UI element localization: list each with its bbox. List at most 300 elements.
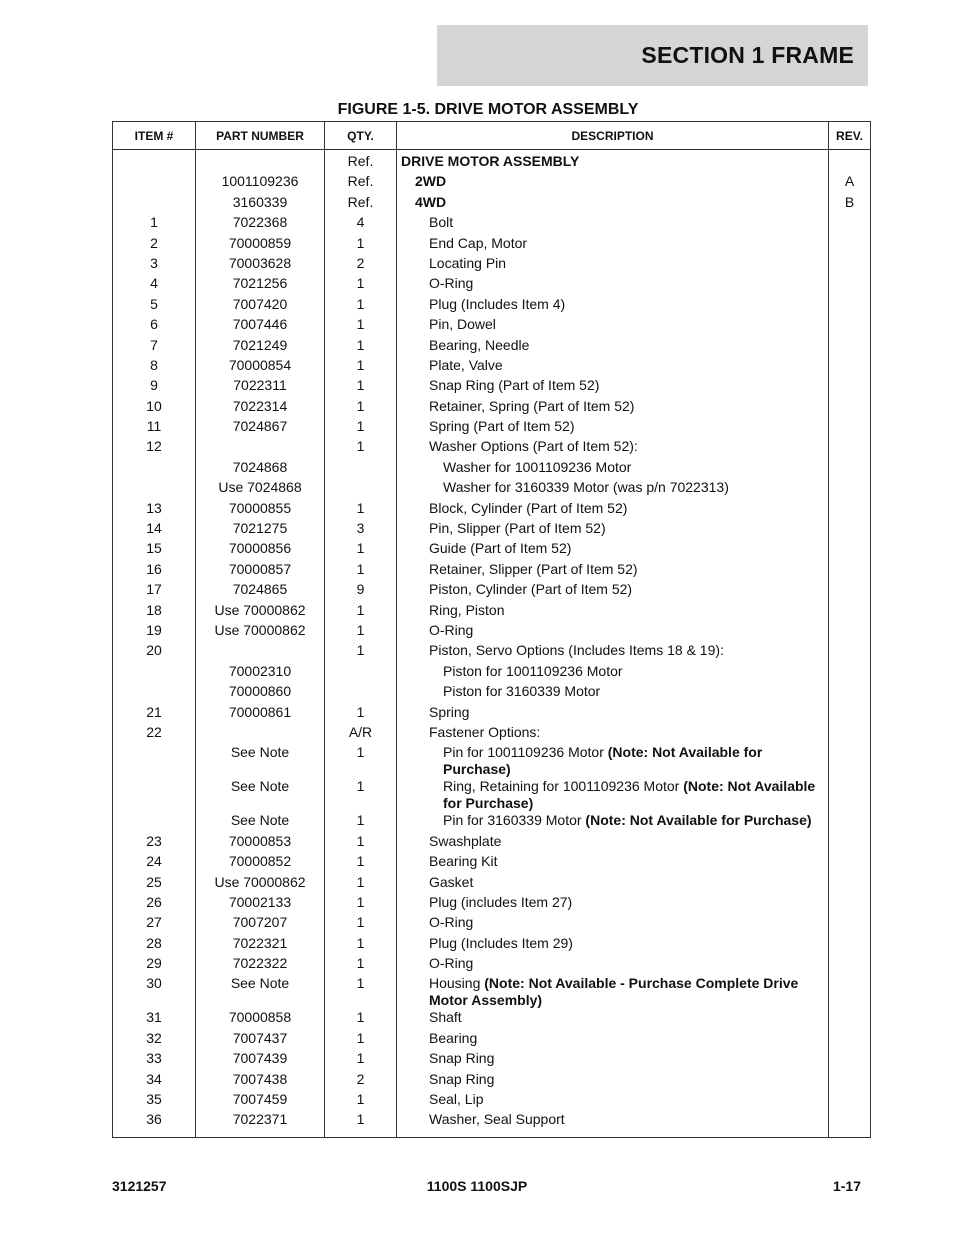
table-header-row <box>113 122 871 150</box>
part-number-cell: Use 70000862 <box>196 874 325 894</box>
description-text: Spring (Part of Item 52) <box>429 418 575 435</box>
quantity-cell: 1 <box>325 398 397 418</box>
item-number-cell: 11 <box>113 418 196 438</box>
table-row <box>113 540 871 560</box>
quantity-cell: 1 <box>325 935 397 955</box>
revision-cell <box>829 1111 871 1137</box>
item-number-cell: 21 <box>113 704 196 724</box>
item-number-cell: 28 <box>113 935 196 955</box>
description-text: Piston for 1001109236 Motor <box>443 662 623 679</box>
item-number-cell: 23 <box>113 833 196 853</box>
item-number-cell <box>113 173 196 193</box>
table-row <box>113 663 871 683</box>
figure-title: FIGURE 1-5. DRIVE MOTOR ASSEMBLY <box>337 101 639 118</box>
item-number-cell: 31 <box>113 1009 196 1029</box>
quantity-cell: Ref. <box>325 194 397 214</box>
table-row <box>113 1050 871 1070</box>
description-text: Piston, Servo Options (Includes Items 18 & 19): <box>429 642 724 659</box>
part-number-cell <box>196 150 325 174</box>
description-text: Retainer, Slipper (Part of Item 52) <box>429 560 638 577</box>
quantity-cell: 3 <box>325 520 397 540</box>
part-number-cell: 70002310 <box>196 663 325 683</box>
table-row <box>113 398 871 418</box>
description-cell <box>397 398 829 418</box>
table-row <box>113 1111 871 1137</box>
part-number-cell: 7021275 <box>196 520 325 540</box>
part-number-cell: Use 70000862 <box>196 602 325 622</box>
revision-cell <box>829 316 871 336</box>
description-text: Plug (Includes Item 29) <box>429 934 573 951</box>
item-number-cell: 12 <box>113 438 196 458</box>
description-cell <box>397 663 829 683</box>
quantity-cell: 1 <box>325 296 397 316</box>
table-row <box>113 255 871 275</box>
table-row <box>113 214 871 234</box>
description-cell <box>397 975 829 1009</box>
description-cell <box>397 642 829 662</box>
item-number-cell: 9 <box>113 377 196 397</box>
item-number-cell <box>113 778 196 812</box>
revision-cell <box>829 398 871 418</box>
item-number-cell: 8 <box>113 357 196 377</box>
description-cell <box>397 1091 829 1111</box>
description-cell <box>397 540 829 560</box>
part-number-cell: 70000857 <box>196 561 325 581</box>
parts-table-body <box>113 150 871 1138</box>
quantity-cell: 1 <box>325 1030 397 1050</box>
revision-cell <box>829 561 871 581</box>
part-number-cell: See Note <box>196 975 325 1009</box>
description-cell <box>397 337 829 357</box>
quantity-cell: 1 <box>325 418 397 438</box>
description-text: Fastener Options: <box>429 723 541 740</box>
description-text: Bearing <box>429 1029 478 1046</box>
table-row <box>113 914 871 934</box>
revision-cell <box>829 704 871 724</box>
description-cell <box>397 1050 829 1070</box>
table-row <box>113 704 871 724</box>
description-cell <box>397 1071 829 1091</box>
revision-cell <box>829 296 871 316</box>
description-text: Spring <box>429 703 470 720</box>
description-cell <box>397 581 829 601</box>
quantity-cell: Ref. <box>325 173 397 193</box>
part-number-cell: 7021249 <box>196 337 325 357</box>
quantity-cell: 1 <box>325 275 397 295</box>
description-text: Piston for 3160339 Motor <box>443 683 601 700</box>
description-cell <box>397 173 829 193</box>
description-text: Locating Pin <box>429 254 507 271</box>
part-number-cell: 7022371 <box>196 1111 325 1137</box>
description-text: 4WD <box>415 193 447 210</box>
revision-cell <box>829 778 871 812</box>
description-cell <box>397 812 829 832</box>
description-cell <box>397 235 829 255</box>
table-row <box>113 438 871 458</box>
item-number-cell: 34 <box>113 1071 196 1091</box>
table-row <box>113 316 871 336</box>
quantity-cell: 1 <box>325 540 397 560</box>
description-text: Ring, Piston <box>429 601 505 618</box>
description-text: End Cap, Motor <box>429 234 528 251</box>
description-text: Bearing Kit <box>429 853 498 870</box>
table-row <box>113 1071 871 1091</box>
quantity-cell: 1 <box>325 622 397 642</box>
description-cell <box>397 1111 829 1137</box>
part-number-cell: 70002133 <box>196 894 325 914</box>
description-text: Snap Ring (Part of Item 52) <box>429 377 600 394</box>
description-cell <box>397 561 829 581</box>
description-cell <box>397 833 829 853</box>
description-cell <box>397 622 829 642</box>
revision-cell <box>829 642 871 662</box>
part-number-cell: 1001109236 <box>196 173 325 193</box>
part-number-cell: 7007437 <box>196 1030 325 1050</box>
item-number-cell <box>113 150 196 174</box>
quantity-cell: 1 <box>325 235 397 255</box>
table-row <box>113 894 871 914</box>
item-number-cell: 17 <box>113 581 196 601</box>
quantity-cell: 1 <box>325 1091 397 1111</box>
quantity-cell: 1 <box>325 357 397 377</box>
revision-cell <box>829 418 871 438</box>
quantity-cell: Ref. <box>325 150 397 174</box>
quantity-cell: 1 <box>325 975 397 1009</box>
description-cell <box>397 683 829 703</box>
description-note: (Note: Not Available for Purchase) <box>585 812 812 829</box>
table-row <box>113 1009 871 1029</box>
description-text: Piston, Cylinder (Part of Item 52) <box>429 581 633 598</box>
quantity-cell: 1 <box>325 833 397 853</box>
item-number-cell: 14 <box>113 520 196 540</box>
part-number-cell: 7022311 <box>196 377 325 397</box>
revision-cell <box>829 1050 871 1070</box>
item-number-cell: 6 <box>113 316 196 336</box>
description-note: (Note: Not Available for Purchase) <box>443 744 763 778</box>
part-number-cell: 7007459 <box>196 1091 325 1111</box>
description-text: Seal, Lip <box>429 1091 484 1108</box>
description-cell <box>397 438 829 458</box>
description-text: Plug (includes Item 27) <box>429 893 573 910</box>
description-text: Pin for 1001109236 Motor <box>443 744 608 761</box>
description-cell <box>397 296 829 316</box>
table-row <box>113 935 871 955</box>
part-number-cell: 70000852 <box>196 853 325 873</box>
quantity-cell: 4 <box>325 214 397 234</box>
quantity-cell: 1 <box>325 1111 397 1137</box>
item-number-cell: 7 <box>113 337 196 357</box>
description-text: Guide (Part of Item 52) <box>429 540 572 557</box>
section-header <box>437 25 868 86</box>
table-row <box>113 1030 871 1050</box>
item-number-cell: 2 <box>113 235 196 255</box>
table-row <box>113 275 871 295</box>
revision-cell <box>829 975 871 1009</box>
item-number-cell <box>113 744 196 778</box>
description-cell <box>397 704 829 724</box>
quantity-cell <box>325 459 397 479</box>
table-row <box>113 1091 871 1111</box>
revision-cell <box>829 255 871 275</box>
item-number-cell: 30 <box>113 975 196 1009</box>
item-number-cell: 25 <box>113 874 196 894</box>
item-number-cell: 15 <box>113 540 196 560</box>
part-number-cell: 7024865 <box>196 581 325 601</box>
description-cell <box>397 500 829 520</box>
item-number-cell: 19 <box>113 622 196 642</box>
description-text: O-Ring <box>429 955 474 972</box>
part-number-cell: 70000854 <box>196 357 325 377</box>
description-text: O-Ring <box>429 914 474 931</box>
part-number-cell: 7007446 <box>196 316 325 336</box>
item-number-cell: 4 <box>113 275 196 295</box>
part-number-cell <box>196 642 325 662</box>
description-text: Housing <box>429 975 485 992</box>
quantity-cell: A/R <box>325 724 397 744</box>
revision-cell <box>829 1009 871 1029</box>
description-text: Swashplate <box>429 832 502 849</box>
description-cell <box>397 418 829 438</box>
revision-cell <box>829 1091 871 1111</box>
part-number-cell: 7022322 <box>196 955 325 975</box>
part-number-cell: See Note <box>196 778 325 812</box>
description-cell <box>397 150 829 174</box>
item-number-cell: 35 <box>113 1091 196 1111</box>
description-text: O-Ring <box>429 621 474 638</box>
table-row <box>113 194 871 214</box>
description-text: Gasket <box>429 873 474 890</box>
quantity-cell: 1 <box>325 812 397 832</box>
part-number-cell: 3160339 <box>196 194 325 214</box>
table-row <box>113 561 871 581</box>
item-number-cell <box>113 459 196 479</box>
revision-cell <box>829 853 871 873</box>
table-row <box>113 479 871 499</box>
section-title: SECTION 1 FRAME <box>641 42 854 68</box>
part-number-column-header: PART NUMBER <box>196 122 325 150</box>
part-number-cell: 70000858 <box>196 1009 325 1029</box>
revision-cell: B <box>829 194 871 214</box>
revision-cell <box>829 622 871 642</box>
description-text: O-Ring <box>429 275 474 292</box>
quantity-cell: 1 <box>325 642 397 662</box>
part-number-cell: 7022314 <box>196 398 325 418</box>
quantity-cell: 1 <box>325 955 397 975</box>
revision-cell <box>829 214 871 234</box>
quantity-cell: 1 <box>325 316 397 336</box>
part-number-cell: 70000853 <box>196 833 325 853</box>
table-row <box>113 853 871 873</box>
item-number-cell: 27 <box>113 914 196 934</box>
quantity-cell: 1 <box>325 561 397 581</box>
revision-cell <box>829 663 871 683</box>
item-number-cell: 22 <box>113 724 196 744</box>
revision-cell <box>829 377 871 397</box>
revision-cell <box>829 150 871 174</box>
revision-cell <box>829 520 871 540</box>
table-row <box>113 581 871 601</box>
revision-cell <box>829 357 871 377</box>
item-number-cell: 33 <box>113 1050 196 1070</box>
quantity-cell: 1 <box>325 778 397 812</box>
quantity-cell: 1 <box>325 602 397 622</box>
revision-cell <box>829 540 871 560</box>
table-row <box>113 778 871 812</box>
quantity-cell: 1 <box>325 337 397 357</box>
description-cell <box>397 316 829 336</box>
quantity-cell: 1 <box>325 1050 397 1070</box>
description-cell <box>397 853 829 873</box>
description-column-header: DESCRIPTION <box>397 122 829 150</box>
part-number-cell: 70000861 <box>196 704 325 724</box>
revision-cell: A <box>829 173 871 193</box>
footer-model: 1100S 1100SJP <box>426 1178 528 1194</box>
item-number-cell: 18 <box>113 602 196 622</box>
revision-cell <box>829 1030 871 1050</box>
table-row <box>113 296 871 316</box>
table-row <box>113 975 871 1009</box>
description-text: Washer for 1001109236 Motor <box>443 458 632 475</box>
description-text: Bolt <box>429 214 454 231</box>
item-column-header: ITEM # <box>113 122 196 150</box>
table-row <box>113 724 871 744</box>
description-cell <box>397 724 829 744</box>
table-row <box>113 744 871 778</box>
part-number-cell: Use 7024868 <box>196 479 325 499</box>
item-number-cell: 26 <box>113 894 196 914</box>
description-cell <box>397 894 829 914</box>
quantity-cell: 9 <box>325 581 397 601</box>
description-cell <box>397 459 829 479</box>
description-text: Snap Ring <box>429 1050 495 1067</box>
table-row <box>113 812 871 832</box>
description-text: Snap Ring <box>429 1070 495 1087</box>
quantity-cell: 1 <box>325 704 397 724</box>
revision-cell <box>829 744 871 778</box>
revision-cell <box>829 602 871 622</box>
table-row <box>113 520 871 540</box>
quantity-cell: 1 <box>325 1009 397 1029</box>
footer-page-number: 1-17 <box>832 1178 861 1194</box>
quantity-cell: 1 <box>325 744 397 778</box>
part-number-cell <box>196 438 325 458</box>
item-number-cell: 5 <box>113 296 196 316</box>
quantity-cell: 2 <box>325 255 397 275</box>
rev-column-header: REV. <box>829 122 871 150</box>
description-cell <box>397 778 829 812</box>
item-number-cell: 29 <box>113 955 196 975</box>
quantity-cell: 1 <box>325 914 397 934</box>
part-number-cell <box>196 724 325 744</box>
description-text: Block, Cylinder (Part of Item 52) <box>429 499 628 516</box>
revision-cell <box>829 1071 871 1091</box>
item-number-cell: 20 <box>113 642 196 662</box>
quantity-cell <box>325 663 397 683</box>
footer-doc-number: 3121257 <box>112 1178 167 1194</box>
description-text: Retainer, Spring (Part of Item 52) <box>429 397 635 414</box>
part-number-cell: 7007207 <box>196 914 325 934</box>
table-row <box>113 500 871 520</box>
table-row <box>113 874 871 894</box>
description-text: Pin, Dowel <box>429 316 496 333</box>
description-cell <box>397 357 829 377</box>
description-cell <box>397 377 829 397</box>
quantity-cell: 1 <box>325 500 397 520</box>
part-number-cell: 70000859 <box>196 235 325 255</box>
quantity-cell: 1 <box>325 438 397 458</box>
table-row <box>113 357 871 377</box>
table-row <box>113 235 871 255</box>
revision-cell <box>829 914 871 934</box>
description-text: Ring, Retaining for 1001109236 Motor <box>443 778 684 795</box>
qty-column-header: QTY. <box>325 122 397 150</box>
revision-cell <box>829 275 871 295</box>
parts-table <box>112 121 871 1138</box>
item-number-cell: 1 <box>113 214 196 234</box>
description-note: (Note: Not Available - Purchase Complete Drive Motor Assembly) <box>429 975 799 1009</box>
revision-cell <box>829 500 871 520</box>
quantity-cell <box>325 479 397 499</box>
revision-cell <box>829 935 871 955</box>
item-number-cell: 3 <box>113 255 196 275</box>
part-number-cell: 7024868 <box>196 459 325 479</box>
table-row <box>113 622 871 642</box>
quantity-cell: 1 <box>325 853 397 873</box>
description-cell <box>397 520 829 540</box>
table-row <box>113 150 871 174</box>
description-text: DRIVE MOTOR ASSEMBLY <box>401 153 580 169</box>
part-number-cell: 7007420 <box>196 296 325 316</box>
revision-cell <box>829 955 871 975</box>
part-number-cell: 7024867 <box>196 418 325 438</box>
revision-cell <box>829 833 871 853</box>
item-number-cell <box>113 194 196 214</box>
part-number-cell: 70003628 <box>196 255 325 275</box>
description-text: Bearing, Needle <box>429 336 530 353</box>
part-number-cell: See Note <box>196 812 325 832</box>
quantity-cell: 1 <box>325 894 397 914</box>
item-number-cell: 24 <box>113 853 196 873</box>
item-number-cell: 13 <box>113 500 196 520</box>
item-number-cell <box>113 663 196 683</box>
description-text: Shaft <box>429 1009 462 1026</box>
description-text: Plate, Valve <box>429 356 503 373</box>
part-number-cell: 70000855 <box>196 500 325 520</box>
revision-cell <box>829 438 871 458</box>
revision-cell <box>829 894 871 914</box>
description-cell <box>397 744 829 778</box>
description-cell <box>397 275 829 295</box>
quantity-cell: 2 <box>325 1071 397 1091</box>
part-number-cell: 7007439 <box>196 1050 325 1070</box>
table-row <box>113 955 871 975</box>
revision-cell <box>829 812 871 832</box>
description-text: Washer for 3160339 Motor (was p/n 7022313) <box>443 479 729 496</box>
table-row <box>113 418 871 438</box>
description-text: 2WD <box>415 173 447 190</box>
quantity-cell: 1 <box>325 874 397 894</box>
part-number-cell: See Note <box>196 744 325 778</box>
part-number-cell: 70000860 <box>196 683 325 703</box>
description-cell <box>397 1009 829 1029</box>
description-text: Plug (Includes Item 4) <box>429 295 566 312</box>
revision-cell <box>829 874 871 894</box>
part-number-cell: 7021256 <box>196 275 325 295</box>
revision-cell <box>829 479 871 499</box>
item-number-cell: 32 <box>113 1030 196 1050</box>
part-number-cell: Use 70000862 <box>196 622 325 642</box>
description-note: (Note: Not Available for Purchase) <box>443 778 816 812</box>
